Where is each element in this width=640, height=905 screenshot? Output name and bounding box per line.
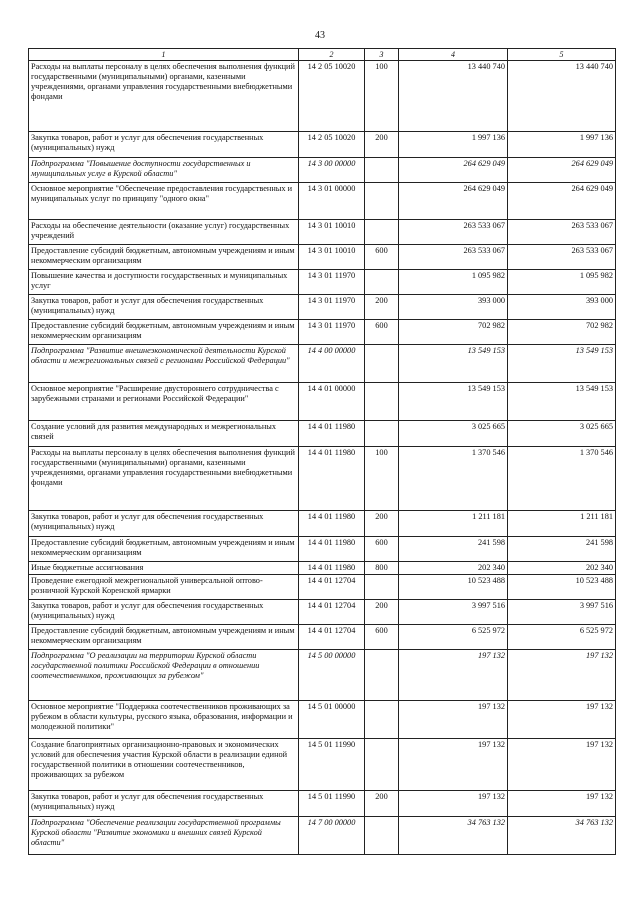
row-vr-cell (365, 739, 399, 791)
row-value4-cell: 6 525 972 (399, 625, 508, 650)
row-value4-cell: 34 763 132 (399, 817, 508, 855)
row-code-cell: 14 4 01 12704 (299, 625, 365, 650)
row-name-cell: Основное мероприятие "Поддержка соотечественников проживающих за рубежом в области культуры, русского языка, образования, информации и молодежной политики" (29, 701, 299, 739)
row-vr-cell: 200 (365, 600, 399, 625)
row-name-cell: Закупка товаров, работ и услуг для обеспечения государственных (муниципальных) нужд (29, 132, 299, 158)
row-value4-cell: 197 132 (399, 791, 508, 817)
row-name-cell: Подпрограмма "О реализации на территории Курской области государственной политики Российской Федерации в отношении соотечественников, проживающих за рубежом" (29, 650, 299, 701)
row-value4-cell: 393 000 (399, 295, 508, 320)
header-cell: 5 (508, 49, 616, 61)
row-value5-cell: 393 000 (508, 295, 616, 320)
table-row (29, 61, 616, 132)
row-value5-cell: 702 982 (508, 320, 616, 345)
row-value4-cell: 3 025 665 (399, 421, 508, 447)
row-code-cell: 14 4 00 00000 (299, 345, 365, 383)
row-name-cell: Расходы на выплаты персоналу в целях обеспечения выполнения функций государственными (муниципальными) органами, казенными учреждениями, органами управления государственными внебюджетными фондами (29, 447, 299, 511)
row-vr-cell (365, 650, 399, 701)
row-name-cell: Предоставление субсидий бюджетным, автономным учреждениям и иным некоммерческим организациям (29, 537, 299, 562)
row-vr-cell: 200 (365, 511, 399, 537)
table-row (29, 158, 616, 183)
table-row (29, 600, 616, 625)
row-code-cell: 14 3 01 10010 (299, 245, 365, 270)
row-value4-cell: 202 340 (399, 562, 508, 575)
row-value4-cell: 197 132 (399, 739, 508, 791)
row-code-cell: 14 7 00 00000 (299, 817, 365, 855)
row-value5-cell: 197 132 (508, 701, 616, 739)
row-name-cell: Основное мероприятие "Расширение двустороннего сотрудничества с зарубежными странами и регионами Российской Федерации" (29, 383, 299, 421)
row-code-cell: 14 3 01 11970 (299, 320, 365, 345)
row-vr-cell: 100 (365, 61, 399, 132)
page-number: 43 (315, 30, 325, 41)
row-code-cell: 14 4 01 12704 (299, 575, 365, 600)
row-value5-cell: 1 997 136 (508, 132, 616, 158)
row-name-cell: Повышение качества и доступности государственных и муниципальных услуг (29, 270, 299, 295)
table-row (29, 295, 616, 320)
row-code-cell: 14 3 01 10010 (299, 220, 365, 245)
row-value5-cell: 197 132 (508, 791, 616, 817)
row-code-cell: 14 4 01 11980 (299, 447, 365, 511)
row-vr-cell: 600 (365, 245, 399, 270)
row-name-cell: Закупка товаров, работ и услуг для обеспечения государственных (муниципальных) нужд (29, 295, 299, 320)
row-name-cell: Подпрограмма "Обеспечение реализации государственной программы Курской области "Развитие экономики и внешних связей Курской области" (29, 817, 299, 855)
table-row (29, 320, 616, 345)
row-name-cell: Создание условий для развития международных и межрегиональных связей (29, 421, 299, 447)
row-value4-cell: 13 549 153 (399, 383, 508, 421)
table-row (29, 220, 616, 245)
row-code-cell: 14 5 01 11990 (299, 791, 365, 817)
row-value4-cell: 10 523 488 (399, 575, 508, 600)
row-value4-cell: 263 533 067 (399, 245, 508, 270)
row-value5-cell: 3 025 665 (508, 421, 616, 447)
row-value4-cell: 13 440 740 (399, 61, 508, 132)
row-value4-cell: 13 549 153 (399, 345, 508, 383)
row-name-cell: Закупка товаров, работ и услуг для обеспечения государственных (муниципальных) нужд (29, 600, 299, 625)
row-value4-cell: 1 211 181 (399, 511, 508, 537)
row-value5-cell: 202 340 (508, 562, 616, 575)
row-code-cell: 14 2 05 10020 (299, 132, 365, 158)
row-name-cell: Подпрограмма "Развитие внешнеэкономической деятельности Курской области и межрегиональных связей с регионами Российской Федерации" (29, 345, 299, 383)
row-vr-cell: 600 (365, 625, 399, 650)
row-name-cell: Предоставление субсидий бюджетным, автономным учреждениям и иным некоммерческим организациям (29, 320, 299, 345)
table-row (29, 650, 616, 701)
row-code-cell: 14 5 01 11990 (299, 739, 365, 791)
row-code-cell: 14 3 01 11970 (299, 295, 365, 320)
row-vr-cell (365, 575, 399, 600)
row-name-cell: Создание благоприятных организационно-правовых и экономических условий для обеспечения участия Курской области в реализации единой государственной политики в отношении соотечественников, проживающих за рубежом (29, 739, 299, 791)
row-value4-cell: 197 132 (399, 650, 508, 701)
row-vr-cell: 200 (365, 295, 399, 320)
row-vr-cell: 800 (365, 562, 399, 575)
row-vr-cell: 600 (365, 537, 399, 562)
row-value5-cell: 1 211 181 (508, 511, 616, 537)
row-value5-cell: 13 549 153 (508, 383, 616, 421)
table-row (29, 511, 616, 537)
row-vr-cell (365, 421, 399, 447)
table-row (29, 245, 616, 270)
row-value4-cell: 264 629 049 (399, 183, 508, 220)
row-value5-cell: 263 533 067 (508, 245, 616, 270)
row-code-cell: 14 4 01 12704 (299, 600, 365, 625)
table-row (29, 132, 616, 158)
row-name-cell: Закупка товаров, работ и услуг для обеспечения государственных (муниципальных) нужд (29, 511, 299, 537)
table-row (29, 447, 616, 511)
row-vr-cell (365, 817, 399, 855)
row-vr-cell (365, 270, 399, 295)
row-value5-cell: 3 997 516 (508, 600, 616, 625)
row-value4-cell: 197 132 (399, 701, 508, 739)
row-name-cell: Расходы на обеспечение деятельности (оказание услуг) государственных учреждений (29, 220, 299, 245)
row-code-cell: 14 5 01 00000 (299, 701, 365, 739)
row-name-cell: Иные бюджетные ассигнования (29, 562, 299, 575)
row-value5-cell: 241 598 (508, 537, 616, 562)
row-vr-cell (365, 220, 399, 245)
header-cell: 2 (299, 49, 365, 61)
row-value4-cell: 3 997 516 (399, 600, 508, 625)
header-cell: 1 (29, 49, 299, 61)
row-code-cell: 14 4 01 11980 (299, 421, 365, 447)
row-vr-cell: 200 (365, 791, 399, 817)
table-row (29, 817, 616, 855)
row-value5-cell: 197 132 (508, 650, 616, 701)
row-value5-cell: 13 440 740 (508, 61, 616, 132)
row-vr-cell (365, 383, 399, 421)
row-name-cell: Закупка товаров, работ и услуг для обеспечения государственных (муниципальных) нужд (29, 791, 299, 817)
header-cell: 4 (399, 49, 508, 61)
table-row (29, 562, 616, 575)
table-row (29, 421, 616, 447)
row-value5-cell: 1 370 546 (508, 447, 616, 511)
row-vr-cell (365, 158, 399, 183)
row-value5-cell: 197 132 (508, 739, 616, 791)
row-value4-cell: 241 598 (399, 537, 508, 562)
row-code-cell: 14 5 00 00000 (299, 650, 365, 701)
row-value5-cell: 13 549 153 (508, 345, 616, 383)
row-value5-cell: 264 629 049 (508, 183, 616, 220)
row-code-cell: 14 4 01 00000 (299, 383, 365, 421)
row-value5-cell: 6 525 972 (508, 625, 616, 650)
table-row (29, 345, 616, 383)
row-name-cell: Подпрограмма "Повышение доступности государственных и муниципальных услуг в Курской области" (29, 158, 299, 183)
table-row (29, 625, 616, 650)
table-row (29, 791, 616, 817)
row-value5-cell: 10 523 488 (508, 575, 616, 600)
row-name-cell: Основное мероприятие "Обеспечение предоставления государственных и муниципальных услуг по принципу "одного окна" (29, 183, 299, 220)
row-code-cell: 14 4 01 11980 (299, 511, 365, 537)
row-value5-cell: 1 095 982 (508, 270, 616, 295)
row-vr-cell (365, 701, 399, 739)
row-code-cell: 14 3 00 00000 (299, 158, 365, 183)
table-row (29, 383, 616, 421)
table-row (29, 183, 616, 220)
row-value4-cell: 1 370 546 (399, 447, 508, 511)
row-code-cell: 14 4 01 11980 (299, 537, 365, 562)
header-cell: 3 (365, 49, 399, 61)
row-code-cell: 14 3 01 11970 (299, 270, 365, 295)
table-row (29, 575, 616, 600)
row-code-cell: 14 2 05 10020 (299, 61, 365, 132)
row-vr-cell: 100 (365, 447, 399, 511)
row-code-cell: 14 4 01 11980 (299, 562, 365, 575)
row-value5-cell: 263 533 067 (508, 220, 616, 245)
row-value5-cell: 34 763 132 (508, 817, 616, 855)
row-value5-cell: 264 629 049 (508, 158, 616, 183)
row-value4-cell: 702 982 (399, 320, 508, 345)
row-vr-cell: 600 (365, 320, 399, 345)
row-vr-cell (365, 183, 399, 220)
row-code-cell: 14 3 01 00000 (299, 183, 365, 220)
row-value4-cell: 263 533 067 (399, 220, 508, 245)
table-header-row (29, 49, 616, 61)
row-name-cell: Расходы на выплаты персоналу в целях обеспечения выполнения функций государственными (муниципальными) органами, казенными учреждениями, органами управления государственными внебюджетными фондами (29, 61, 299, 132)
table-row (29, 701, 616, 739)
row-value4-cell: 1 095 982 (399, 270, 508, 295)
row-name-cell: Предоставление субсидий бюджетным, автономным учреждениям и иным некоммерческим организациям (29, 625, 299, 650)
row-value4-cell: 264 629 049 (399, 158, 508, 183)
row-name-cell: Предоставление субсидий бюджетным, автономным учреждениям и иным некоммерческим организациям (29, 245, 299, 270)
row-vr-cell (365, 345, 399, 383)
table-row (29, 739, 616, 791)
row-value4-cell: 1 997 136 (399, 132, 508, 158)
row-vr-cell: 200 (365, 132, 399, 158)
table-row (29, 537, 616, 562)
table-row (29, 270, 616, 295)
budget-table (28, 48, 616, 855)
row-name-cell: Проведение ежегодной межрегиональной универсальной оптово-розничной Курской Коренской ярмарки (29, 575, 299, 600)
